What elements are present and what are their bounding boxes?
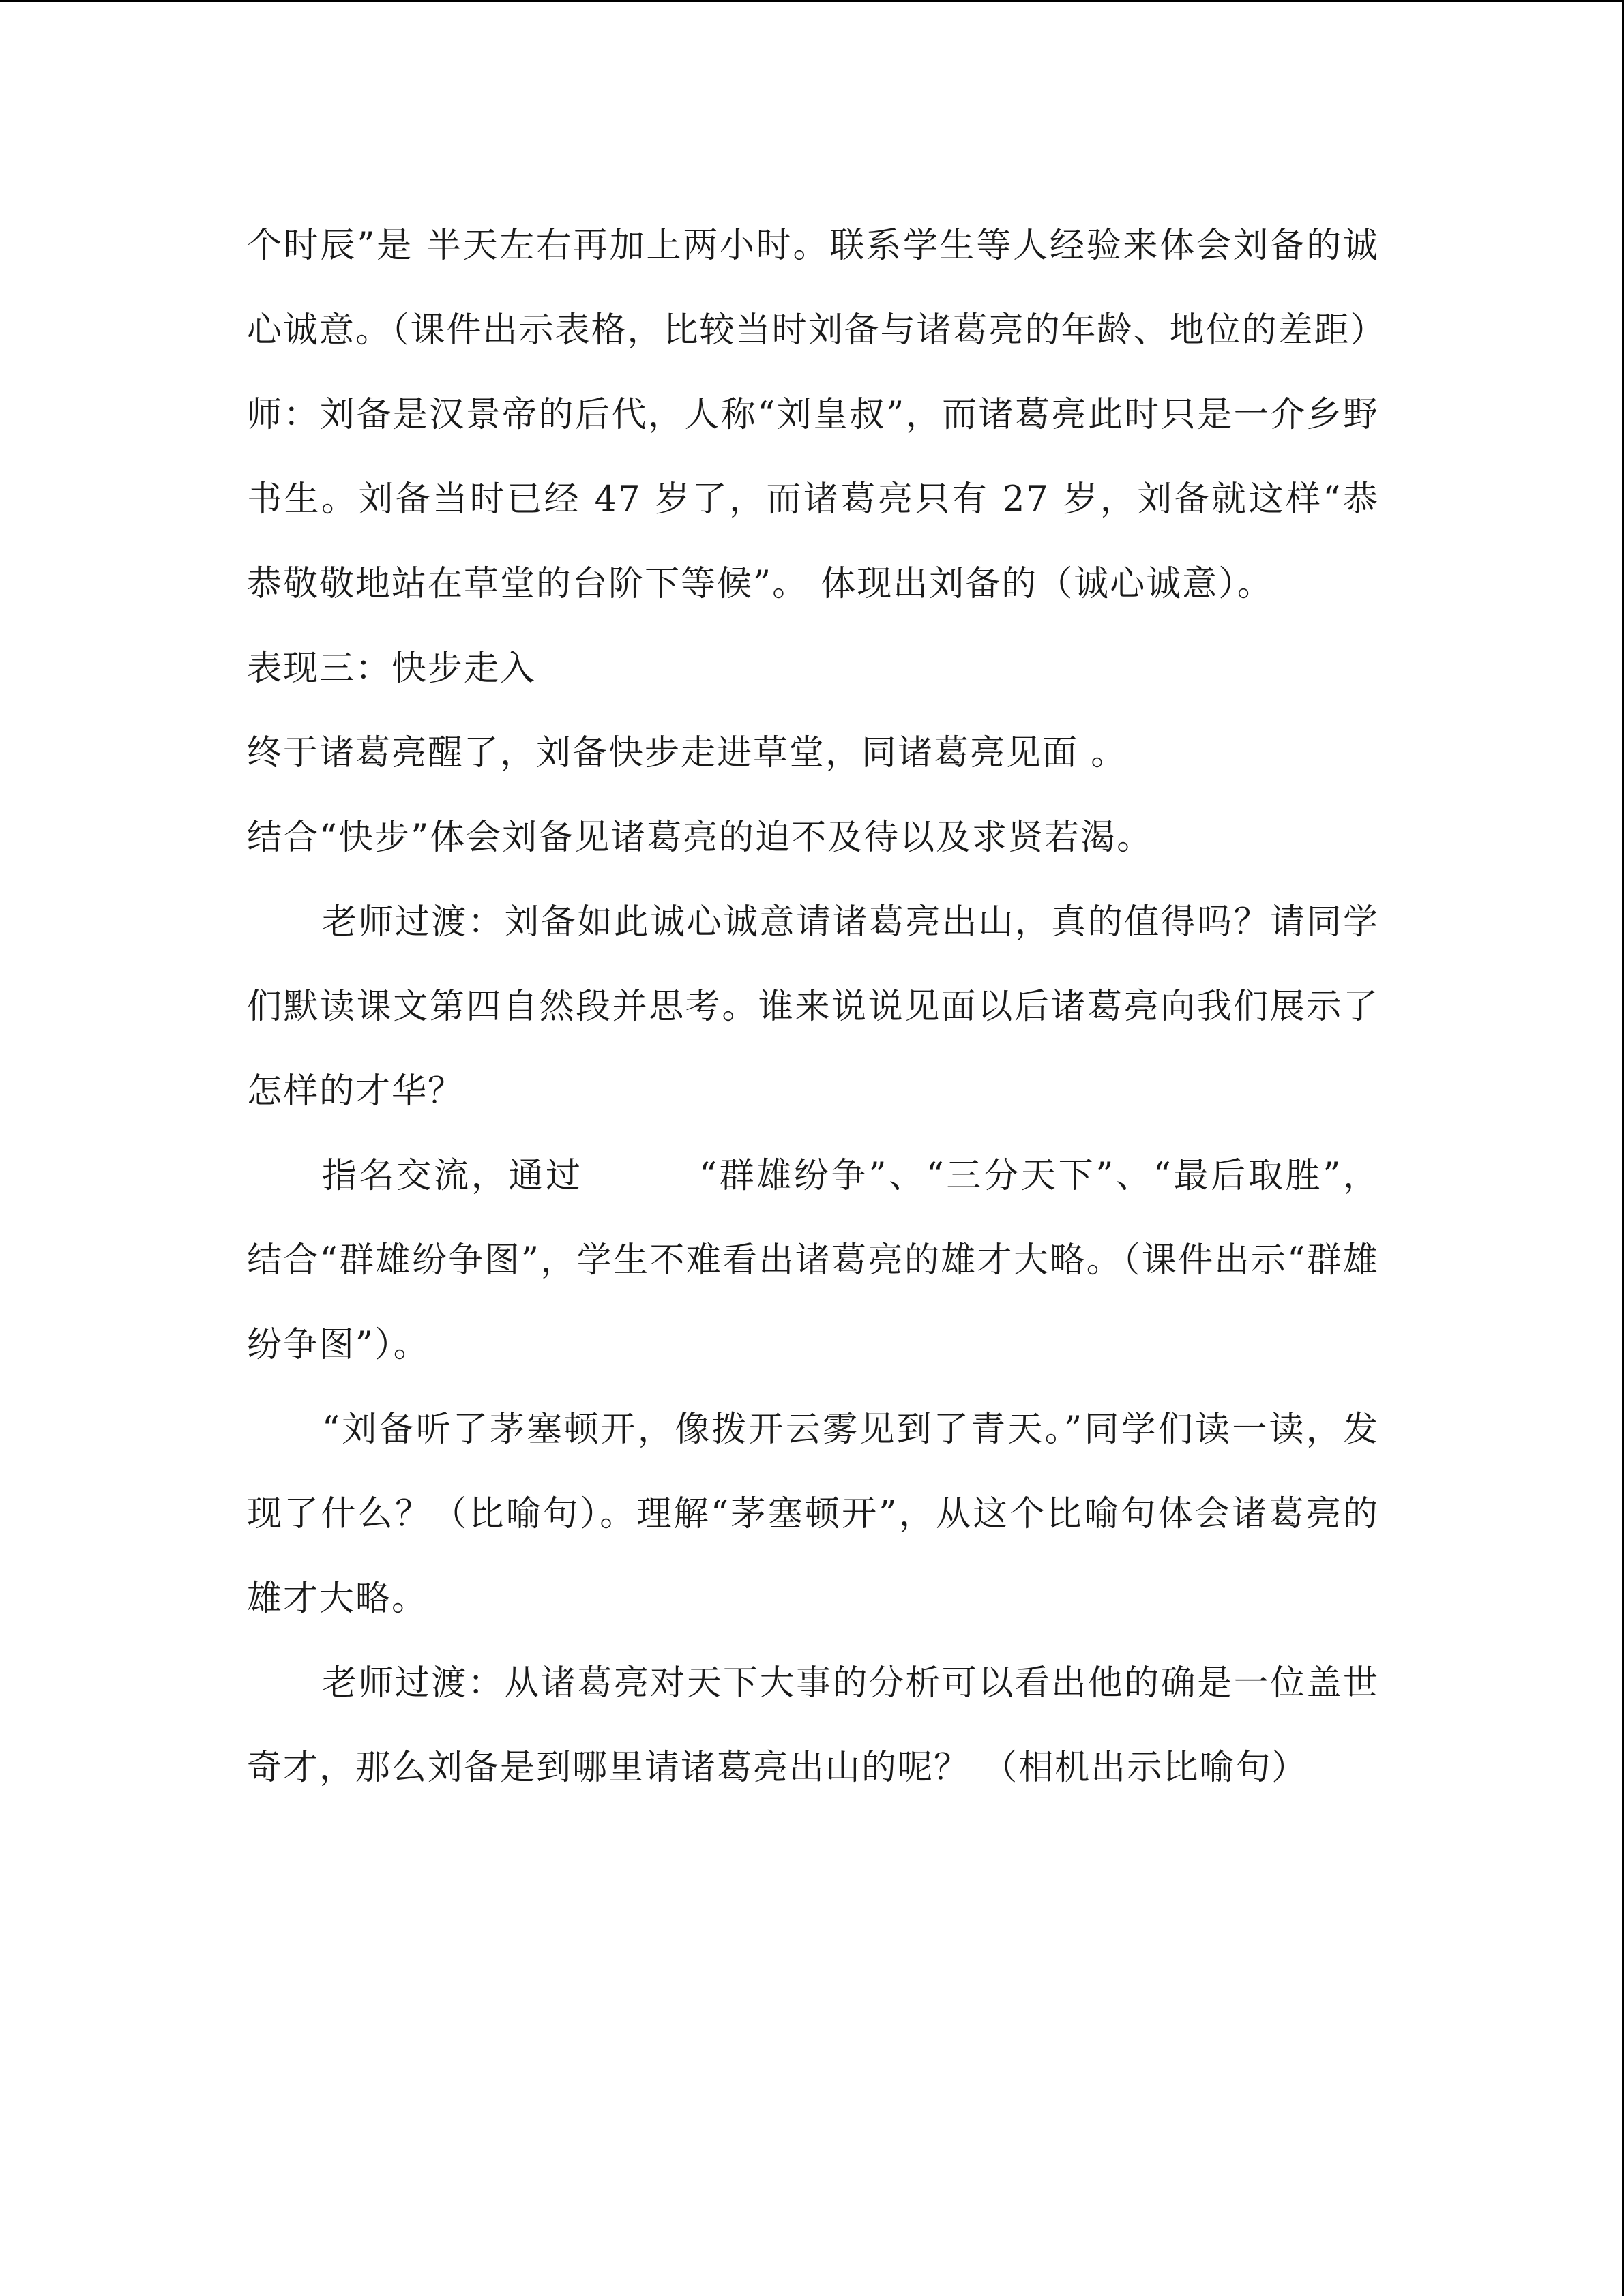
document-body: [247, 204, 1387, 1810]
paragraph-3-heading: 表现三：快步走入: [247, 648, 537, 689]
paragraph-7-rest: “群雄纷争”、“三分天下”、“最后取胜”，结合“群雄纷争图”，学生不难看出诸葛亮的雄才大略。（课件出示“群雄纷争图”）。: [247, 1156, 1379, 1365]
paragraph-6: 老师过渡：刘备如此诚心诚意请诸葛亮出山，真的值得吗？请同学们默读课文第四自然段并思考。谁来说说见面以后诸葛亮向我们展示了怎样的才华？: [247, 902, 1379, 1112]
paragraph-2: 师：刘备是汉景帝的后代，人称“刘皇叔”，而诸葛亮此时只是一介乡野书生。刘备当时已经 47 岁了，而诸葛亮只有 27 岁，刘备就这样“恭恭敬敬地站在草堂的台阶下等候”。 体现出刘备的（诚心诚意）。: [247, 395, 1379, 604]
paragraph-4: 终于诸葛亮醒了，刘备快步走进草堂，同诸葛亮见面 。: [247, 733, 1127, 773]
paragraph-7-lead: 指名交流，通过: [322, 1156, 583, 1196]
paragraph-1: 个时辰”是 半天左右再加上两小时。联系学生等人经验来体会刘备的诚心诚意。（课件出示表格，比较当时刘备与诸葛亮的年龄、地位的差距）: [247, 226, 1387, 351]
paragraph-9: 老师过渡：从诸葛亮对天下大事的分析可以看出他的确是一位盖世奇才，那么刘备是到哪里请诸葛亮出山的呢？ （相机出示比喻句）: [247, 1663, 1379, 1788]
paragraph-7: [247, 1134, 1379, 1388]
paragraph-8: “刘备听了茅塞顿开，像拨开云雾见到了青天。”同学们读一读，发现了什么？（比喻句）。理解“茅塞顿开”，从这个比喻句体会诸葛亮的雄才大略。: [247, 1410, 1379, 1619]
paragraph-5: 结合“快步”体会刘备见诸葛亮的迫不及待以及求贤若渴。: [247, 818, 1153, 858]
